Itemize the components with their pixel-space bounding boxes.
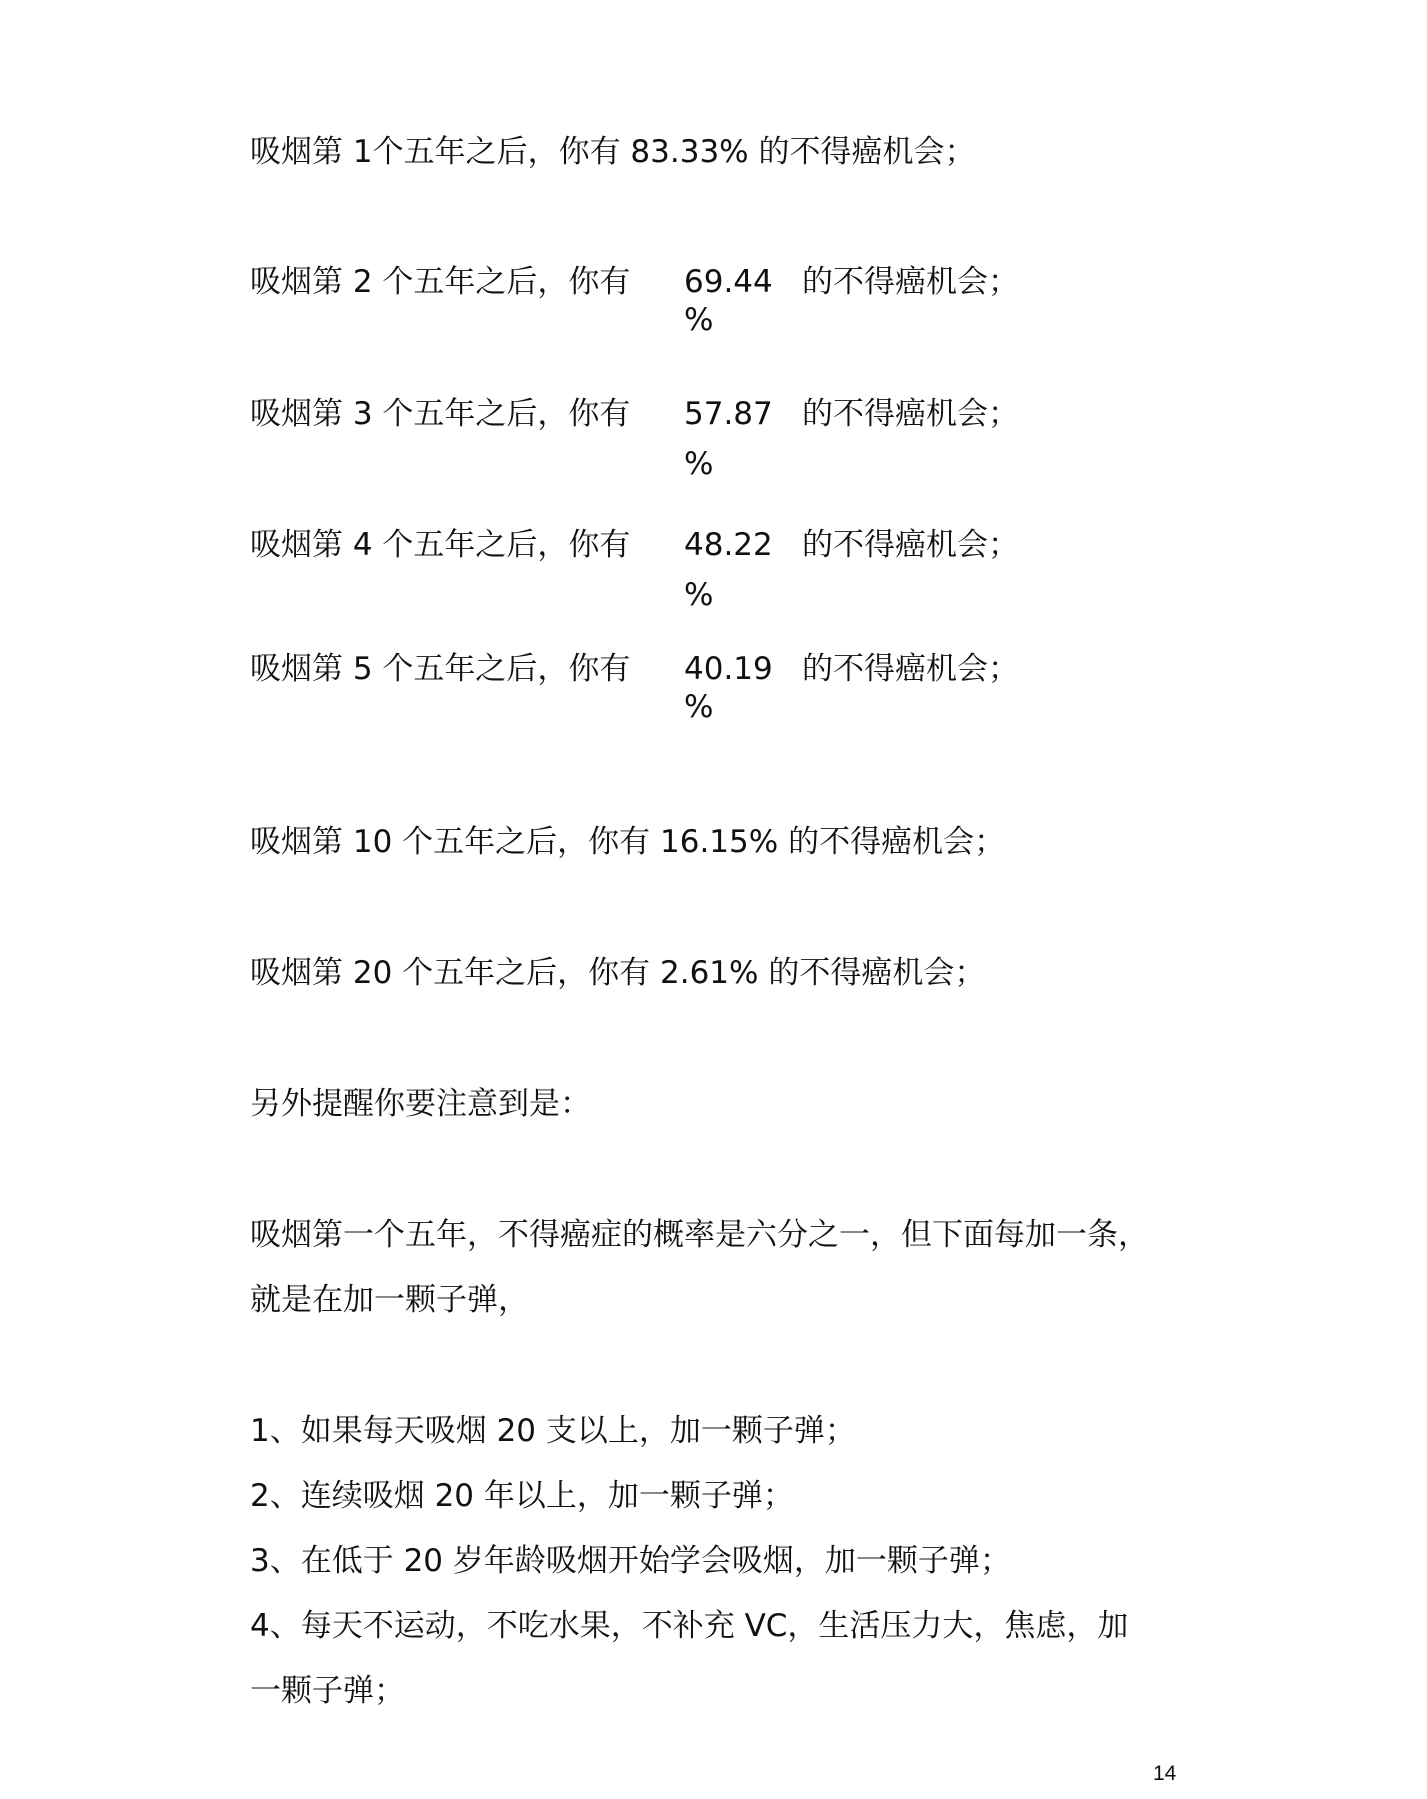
text-line: 另外提醒你要注意到是： [250, 1086, 591, 1122]
row-suffix: 的不得癌机会； [802, 396, 1019, 432]
row-prefix: 吸烟第 4 个五年之后，你有 [250, 527, 631, 563]
percent-sign: % [684, 577, 714, 613]
row-number: 57.87 % [684, 394, 794, 484]
row-prefix: 吸烟第 2 个五年之后，你有 [250, 264, 631, 300]
percent-sign: % [684, 302, 714, 338]
row-suffix: 的不得癌机会； [802, 651, 1019, 687]
text-line: 吸烟第 10 个五年之后，你有 16.15% 的不得癌机会； [250, 824, 1006, 860]
row-suffix: 的不得癌机会； [802, 264, 1019, 300]
list-item: 1、如果每天吸烟 20 支以上，加一颗子弹； [250, 1413, 856, 1449]
list-item: 3、在低于 20 岁年龄吸烟开始学会吸烟，加一颗子弹； [250, 1543, 1011, 1579]
row-prefix: 吸烟第 3 个五年之后，你有 [250, 396, 631, 432]
row-number: 69.44 % [684, 262, 794, 340]
list-item: 4、每天不运动，不吃水果，不补充 VC，生活压力大，焦虑，加 [250, 1608, 1129, 1644]
text-line: 吸烟第 20 个五年之后，你有 2.61% 的不得癌机会； [250, 955, 986, 991]
list-item-continuation: 一颗子弹； [250, 1673, 405, 1709]
row-number: 48.22 % [684, 525, 794, 615]
percent-sign: % [684, 446, 714, 482]
text-line: 吸烟第一个五年，不得癌症的概率是六分之一，但下面每加一条， [250, 1217, 1149, 1253]
row-prefix: 吸烟第 5 个五年之后，你有 [250, 651, 631, 687]
row-suffix: 的不得癌机会； [802, 527, 1019, 563]
list-item: 2、连续吸烟 20 年以上，加一颗子弹； [250, 1478, 794, 1514]
text-line: 吸烟第 1个五年之后，你有 83.33% 的不得癌机会； [250, 134, 976, 170]
percent-sign: % [684, 689, 714, 725]
text-line: 就是在加一颗子弹， [250, 1282, 529, 1318]
page-number: 14 [1153, 1762, 1177, 1785]
row-number: 40.19 % [684, 649, 794, 727]
